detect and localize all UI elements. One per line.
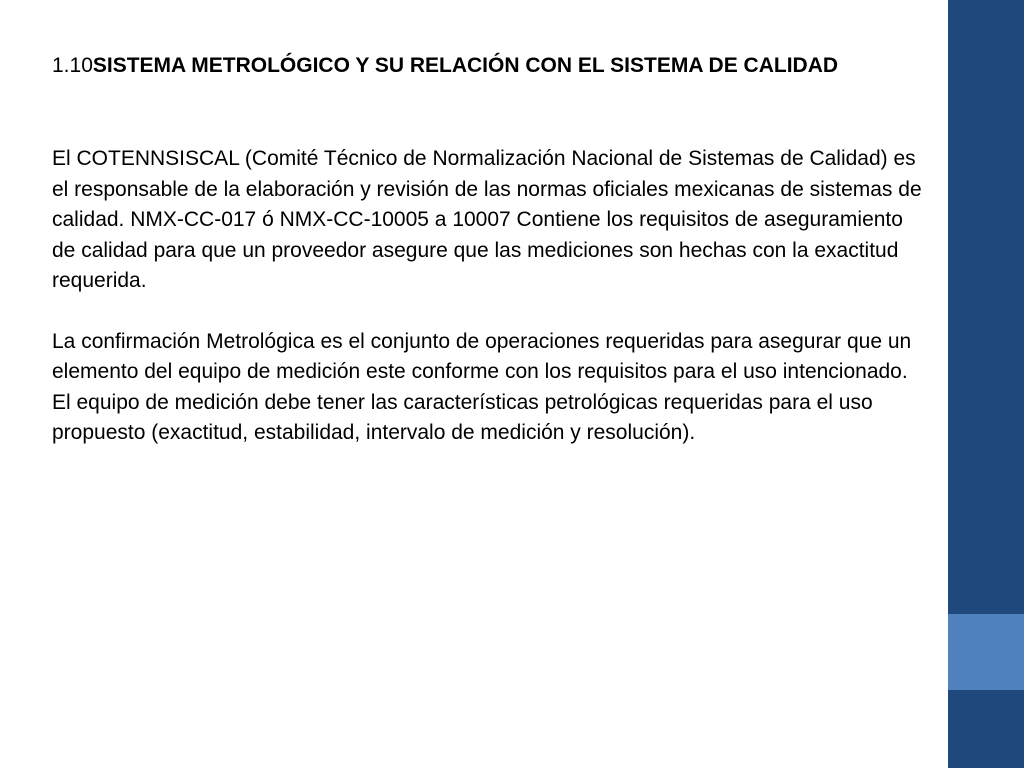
slide-title: [52, 50, 922, 81]
sidebar-dark-block-bottom: [948, 690, 1024, 768]
sidebar-dark-block-top: [948, 0, 1024, 614]
decorative-sidebar: [948, 0, 1024, 768]
paragraph-cotennsiscal: El COTENNSISCAL (Comité Técnico de Normalización Nacional de Sistemas de Calidad) es el responsable de la elaboración y revisión de las normas oficiales mexicanas de sistemas de calidad. NMX-CC-017 ó NMX-CC-10005 a 10007 Contiene los requisitos de aseguramiento de calidad para que un proveedor asegure que las mediciones son hechas con la exactitud requerida.: [52, 147, 922, 292]
slide-content: [52, 50, 922, 449]
title-number: 1.10: [52, 54, 93, 77]
paragraph-confirmacion-metrologica: La confirmación Metrológica es el conjunto de operaciones requeridas para asegurar que un elemento del equipo de medición este conforme con los requisitos para el uso intencionado. El equipo de medición debe tener las características petrológicas requeridas para el uso propuesto (exactitud, estabilidad, intervalo de medición y resolución).: [52, 329, 912, 444]
sidebar-light-block: [948, 614, 1024, 690]
title-text: SISTEMA METROLÓGICO Y SU RELACIÓN CON EL SISTEMA DE CALIDAD: [92, 54, 839, 77]
